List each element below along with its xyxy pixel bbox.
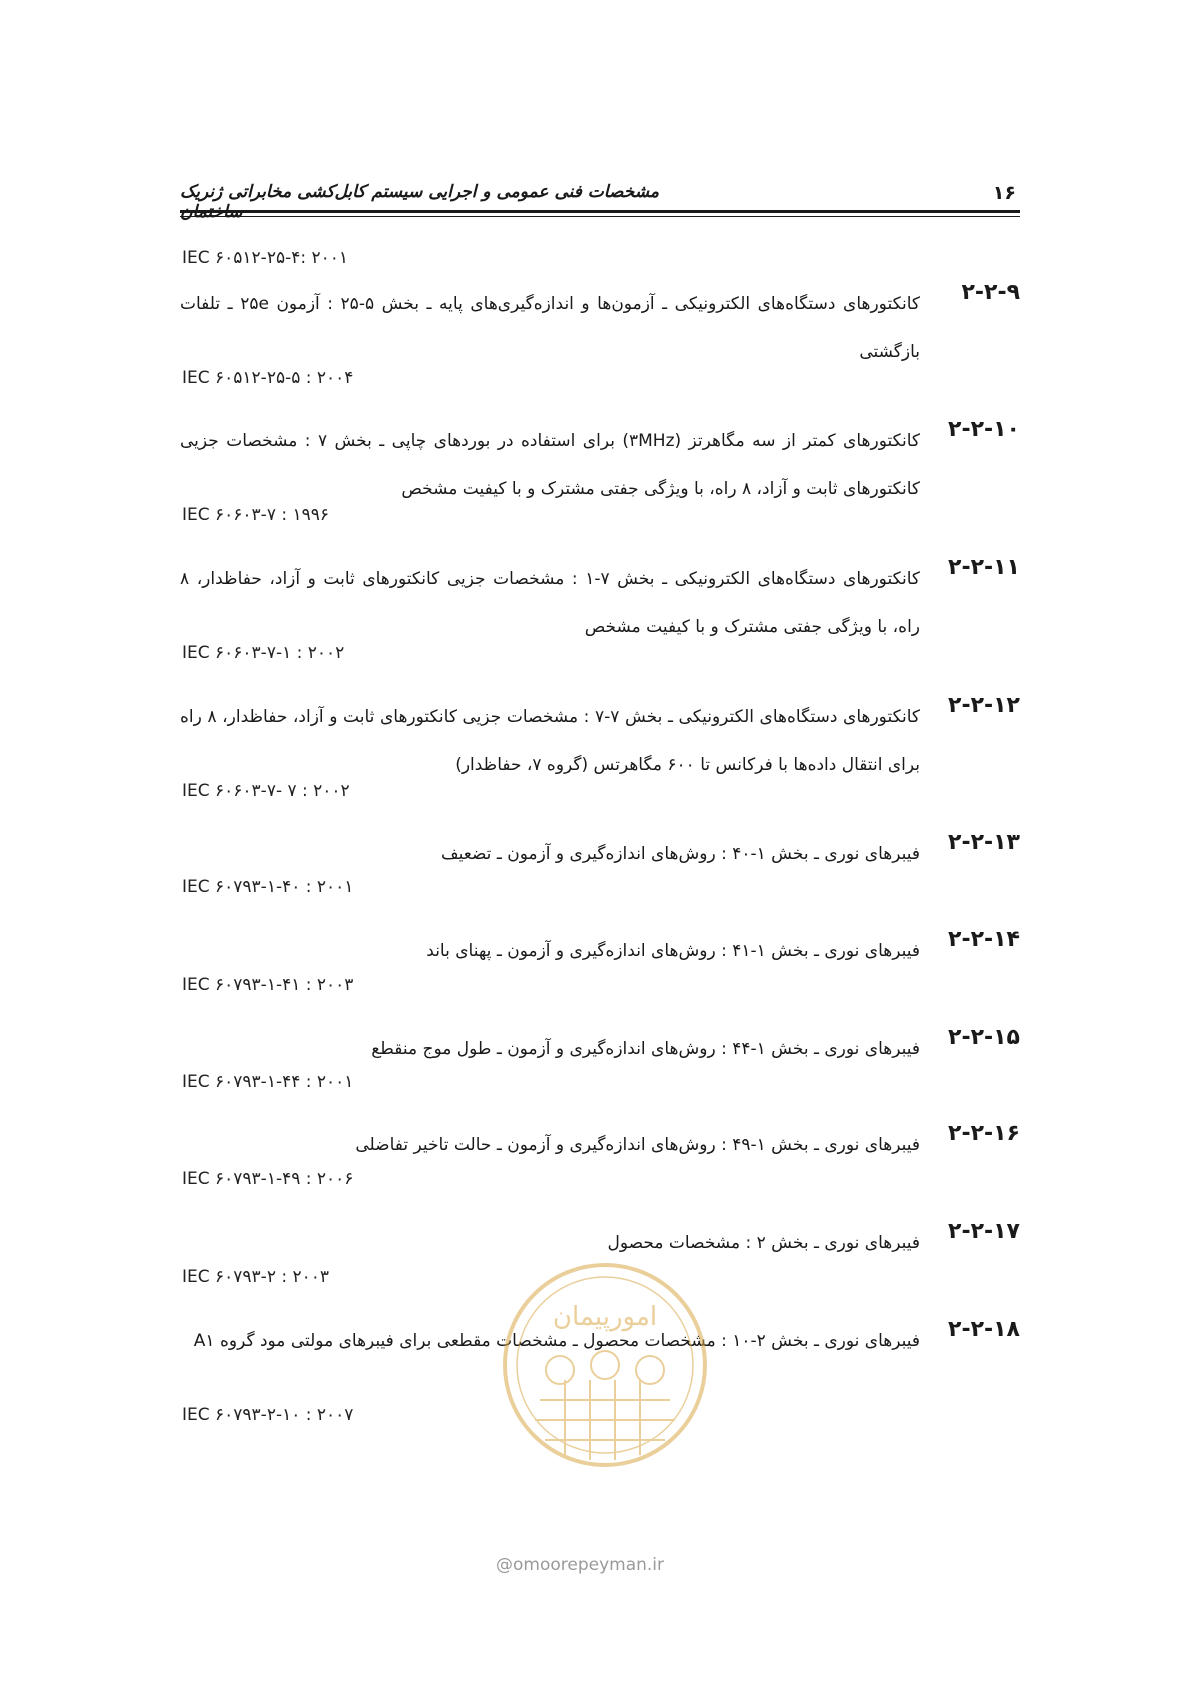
entry-number: ۲-۲-۱۵ <box>948 1025 1020 1050</box>
watermark-url: @omoorepeyman.ir <box>496 1555 665 1575</box>
entry-text: کانکتورهای دستگاه‌های الکترونیکی ـ بخش ۷-۷ : مشخصات جزیی کانکتورهای ثابت و آزاد، حفاظدار، ۸ راه برای انتقال داده‌ها با فرکانس تا ۶۰۰ مگاهرتس (گروه ۷، حفاظدار) <box>180 707 920 775</box>
entry-reference: IEC ۶۰۷۹۳-۱-۴۱ : ۲۰۰۳ <box>182 975 354 995</box>
entry-2-2-9 <box>180 280 1020 376</box>
entry-reference: IEC ۶۰۶۰۳-۷ : ۱۹۹۶ <box>182 505 330 525</box>
entry-reference: IEC ۶۰۷۹۳-۱-۴۴ : ۲۰۰۱ <box>182 1072 354 1092</box>
entry-reference: IEC ۶۰۷۹۳-۲ : ۲۰۰۳ <box>182 1267 330 1287</box>
entry-2-2-15 <box>180 1025 1020 1073</box>
entry-number: ۲-۲-۱۸ <box>948 1317 1020 1342</box>
header-rule-thick <box>180 210 1020 213</box>
entry-2-2-16 <box>180 1121 1020 1169</box>
svg-text:امورپیمان: امورپیمان <box>552 1302 658 1332</box>
entry-2-2-17 <box>180 1219 1020 1267</box>
entry-text: فیبرهای نوری ـ بخش ۱-۴۰ : روش‌های اندازه‌گیری و آزمون ـ تضعیف <box>441 844 920 864</box>
entry-2-2-13 <box>180 830 1020 878</box>
entry-number: ۲-۲-۱۶ <box>948 1121 1020 1146</box>
top-reference: IEC ۶۰۵۱۲-۲۵-۴: ۲۰۰۱ <box>182 248 348 268</box>
entry-reference: IEC ۶۰۷۹۳-۱-۴۰ : ۲۰۰۱ <box>182 877 354 897</box>
entry-number: ۲-۲-۹ <box>961 280 1020 305</box>
entry-2-2-12 <box>180 693 1020 789</box>
entry-reference: IEC ۶۰۷۹۳-۲-۱۰ : ۲۰۰۷ <box>182 1405 354 1425</box>
entry-number: ۲-۲-۱۲ <box>948 693 1020 718</box>
entry-2-2-11 <box>180 555 1020 651</box>
entry-text: کانکتورهای دستگاه‌های الکترونیکی ـ بخش ۷-۱ : مشخصات جزیی کانکتورهای ثابت و آزاد، حفاظدار، ۸ راه، با ویژگی جفتی مشترک و با کیفیت مشخص <box>180 569 920 637</box>
entry-reference: IEC ۶۰۶۰۳-۷-۱ : ۲۰۰۲ <box>182 643 345 663</box>
entry-text: کانکتورهای کمتر از سه مگاهرتز (۳MHz) برای استفاده در بوردهای چاپی ـ بخش ۷ : مشخصات جزیی کانکتورهای ثابت و آزاد، ۸ راه، با ویژگی جفتی مشترک و با کیفیت مشخص <box>180 431 921 499</box>
entry-number: ۲-۲-۱۴ <box>948 927 1020 952</box>
entry-text: فیبرهای نوری ـ بخش ۲-۱۰ : مشخصات محصول ـ مشخصات مقطعی برای فیبرهای مولتی مود گروه A۱ <box>193 1331 920 1351</box>
entry-text: فیبرهای نوری ـ بخش ۱-۴۴ : روش‌های اندازه‌گیری و آزمون ـ طول موج منقطع <box>371 1039 920 1059</box>
running-title: مشخصات فنی عمومی و اجرایی سیستم کابل‌کشی مخابراتی ژنریک <box>180 182 659 202</box>
page-number: ۱۶ <box>992 182 1016 204</box>
entry-number: ۲-۲-۱۰ <box>948 417 1020 442</box>
entry-text: فیبرهای نوری ـ بخش ۱-۴۹ : روش‌های اندازه‌گیری و آزمون ـ حالت تاخیر تفاضلی <box>355 1135 920 1155</box>
running-header <box>180 178 1020 208</box>
header-rule-thin <box>180 216 1020 217</box>
entry-number: ۲-۲-۱۳ <box>948 830 1020 855</box>
entry-2-2-14 <box>180 927 1020 975</box>
entry-text: کانکتورهای دستگاه‌های الکترونیکی ـ آزمون‌ها و اندازه‌گیری‌های پایه ـ بخش ۵-۲۵ : آزمون ۲۵e ـ تلفات بازگشتی <box>180 294 920 362</box>
watermark-emblem-icon <box>490 1250 720 1500</box>
entry-reference: IEC ۶۰۷۹۳-۱-۴۹ : ۲۰۰۶ <box>182 1169 354 1189</box>
watermark-logo <box>490 1250 720 1500</box>
entry-2-2-18 <box>180 1317 1020 1365</box>
entry-text: فیبرهای نوری ـ بخش ۱-۴۱ : روش‌های اندازه‌گیری و آزمون ـ پهنای باند <box>426 941 920 961</box>
entry-number: ۲-۲-۱۱ <box>948 555 1020 580</box>
entry-reference: IEC ۶۰۶۰۳-۷- ۷ : ۲۰۰۲ <box>182 781 350 801</box>
entry-2-2-10 <box>180 417 1020 513</box>
entry-text: فیبرهای نوری ـ بخش ۲ : مشخصات محصول <box>607 1233 920 1253</box>
entry-number: ۲-۲-۱۷ <box>948 1219 1020 1244</box>
entry-reference: IEC ۶۰۵۱۲-۲۵-۵ : ۲۰۰۴ <box>182 368 354 388</box>
